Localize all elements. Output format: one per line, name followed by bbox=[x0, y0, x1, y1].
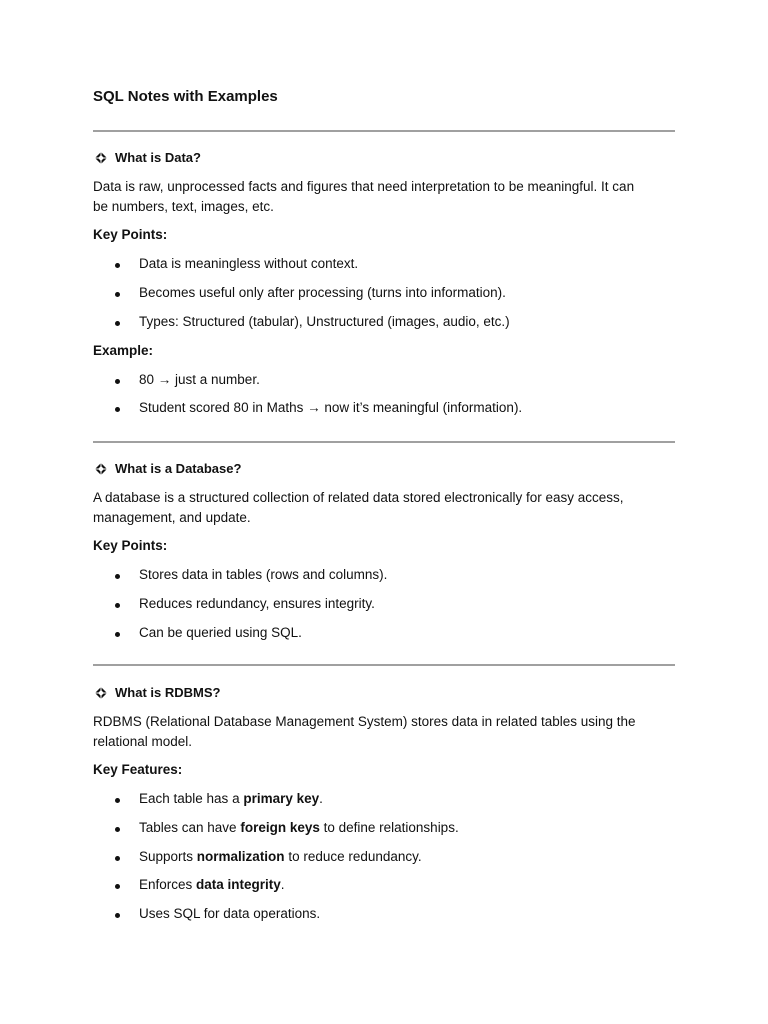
key-points-label: Key Points: bbox=[93, 227, 168, 242]
bullet-dot bbox=[115, 884, 120, 889]
bullet-dot bbox=[115, 798, 120, 803]
list-item-text-bold: normalization bbox=[196, 849, 285, 864]
paragraph-line: A database is a structured collection of related data stored electronically for easy access, bbox=[93, 490, 624, 505]
section-heading-text: What is a Database? bbox=[115, 461, 242, 476]
list-item-text-plain: . bbox=[280, 877, 285, 892]
list-item-text: Types: Structured (tabular), Unstructured (images, audio, etc.) bbox=[139, 314, 510, 329]
list-item-text-bold: foreign keys bbox=[240, 820, 320, 835]
list-item-text-bold: primary key bbox=[243, 791, 320, 806]
list-item-text-plain: Supports bbox=[139, 849, 197, 864]
section-paragraph bbox=[93, 177, 675, 217]
list-item-text bbox=[139, 877, 285, 892]
section-heading-database bbox=[93, 461, 241, 476]
section-divider bbox=[93, 441, 675, 443]
section-divider bbox=[93, 664, 675, 666]
key-points-label: Key Points: bbox=[93, 538, 168, 553]
list-item-text: Reduces redundancy, ensures integrity. bbox=[139, 596, 375, 611]
bullet-dot bbox=[115, 856, 120, 861]
list-item-text bbox=[139, 849, 422, 864]
list-item-text: 80 → just a number. bbox=[139, 372, 260, 387]
list-item-text-bold: data integrity bbox=[196, 877, 281, 892]
bullet-dot bbox=[115, 632, 120, 637]
bullet-dot bbox=[115, 603, 120, 608]
list-item-text-plain: Tables can have bbox=[139, 820, 241, 835]
list-item-text-plain: Each table has a bbox=[139, 791, 244, 806]
paragraph-line: RDBMS (Relational Database Management System) stores data in related tables using the bbox=[93, 714, 636, 729]
list-item-text: Stores data in tables (rows and columns). bbox=[139, 567, 388, 582]
bullet-dot bbox=[115, 379, 120, 384]
bullet-dot bbox=[115, 574, 120, 579]
document-title: SQL Notes with Examples bbox=[93, 88, 278, 105]
diamond-icon bbox=[95, 463, 106, 474]
list-item-text: Data is meaningless without context. bbox=[139, 256, 359, 271]
section-heading-text: What is RDBMS? bbox=[115, 685, 221, 700]
list-item-text: Student scored 80 in Maths → now it’s meaningful (information). bbox=[139, 400, 523, 415]
diamond-icon bbox=[95, 687, 106, 698]
list-item-text-plain: . bbox=[319, 791, 323, 806]
section-heading-rdbms bbox=[93, 685, 220, 700]
list-item-text: Can be queried using SQL. bbox=[139, 625, 302, 640]
list-item-text bbox=[139, 820, 459, 835]
diamond-icon bbox=[95, 152, 106, 163]
section-paragraph bbox=[93, 488, 675, 528]
list-item-text bbox=[139, 791, 323, 806]
list-item-text-plain: to define relationships. bbox=[319, 820, 459, 835]
bullet-dot bbox=[115, 292, 120, 297]
bullet-dot bbox=[115, 321, 120, 326]
key-features-label: Key Features: bbox=[93, 762, 183, 777]
bullet-dot bbox=[115, 913, 120, 918]
example-label: Example: bbox=[93, 343, 154, 358]
paragraph-line: Data is raw, unprocessed facts and figures that need interpretation to be meaningful. It can bbox=[93, 179, 635, 194]
list-item-text-plain: to reduce redundancy. bbox=[284, 849, 422, 864]
list-item-text: Becomes useful only after processing (turns into information). bbox=[139, 285, 506, 300]
paragraph-line: be numbers, text, images, etc. bbox=[93, 199, 274, 214]
list-item-text-plain: Uses SQL for data operations. bbox=[139, 906, 321, 921]
list-item-text bbox=[139, 906, 320, 921]
section-divider bbox=[93, 130, 675, 132]
section-heading-text: What is Data? bbox=[115, 150, 201, 165]
section-paragraph bbox=[93, 712, 675, 752]
bullet-dot bbox=[115, 263, 120, 268]
bullet-dot bbox=[115, 407, 120, 412]
list-item-text-plain: Enforces bbox=[139, 877, 197, 892]
paragraph-line: management, and update. bbox=[93, 510, 251, 525]
bullet-dot bbox=[115, 827, 120, 832]
section-heading-data bbox=[93, 150, 201, 165]
paragraph-line: relational model. bbox=[93, 734, 193, 749]
